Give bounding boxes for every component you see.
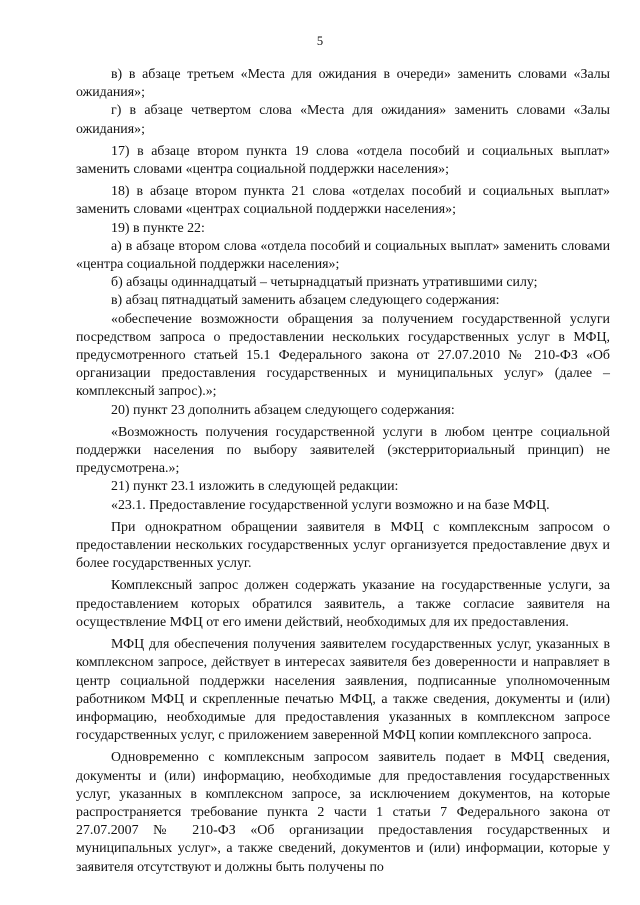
paragraph-quote-extraterritorial: «Возможность получения государственной услуги в любом центре социальной поддержки населения по выбору заявителей (экстерриториальный принцип) не предусмотрена.»; <box>76 424 610 477</box>
document-body <box>76 66 610 877</box>
paragraph-quote-complex-request: «обеспечение возможности обращения за получением государственной услуги посредством запроса о предоставлении нескольких государственных услуг в МФЦ, предусмотренного статьей 15.1 Федерального закона от 27.07.2010 № 210-ФЗ «Об организации предоставления государственных и муниципальных услуг» (далее – комплексный запрос).»; <box>76 311 610 400</box>
paragraph-item-19: 19) в пункте 22: <box>111 220 205 236</box>
paragraph-item-21: 21) пункт 23.1 изложить в следующей редакции: <box>111 479 399 495</box>
paragraph-mfc-acts: МФЦ для обеспечения получения заявителем государственных услуг, указанных в комплексном запросе, действует в интересах заявителя без доверенности и направляет в центр социальной поддержки населения заявления, подписанные уполномоченным работником МФЦ и скрепленные печатью МФЦ, а также сведения, документы и (или) информацию, необходимые для предоставления указанных в комплексном запросе государственных услуг, с приложением заверенной МФЦ копии комплексного запроса. <box>76 637 610 744</box>
paragraph-item-19-a: а) в абзаце втором слова «отдела пособий и социальных выплат» заменить словами «центра социальной поддержки населения»; <box>76 238 610 273</box>
paragraph-complex-request-content: Комплексный запрос должен содержать указание на государственные услуги, за предоставлением которых обратился заявитель, а также согласие заявителя на осуществление МФЦ от его имени действий, необходимых для их предоставления. <box>76 578 610 630</box>
paragraph-simultaneous-submission: Одновременно с комплексным запросом заявитель подает в МФЦ сведения, документы и (или) информацию, необходимые для предоставления государственных услуг, указанных в комплексном запросе, за исключением документов, на которые распространяется требование пункта 2 части 1 статьи 7 Федерального закона от 27.07.2007 № 210-ФЗ «Об организации предоставления государственных и муниципальных услуг», а также сведений, документов и (или) информации, которые у заявителя отсутствуют и должны быть получены по <box>76 750 610 875</box>
paragraph-amend-g: г) в абзаце четвертом слова «Места для ожидания» заменить словами «Залы ожидания»; <box>76 103 610 137</box>
paragraph-item-20: 20) пункт 23 дополнить абзацем следующего содержания: <box>111 402 455 418</box>
paragraph-quote-23-1: «23.1. Предоставление государственной услуги возможно и на базе МФЦ. <box>111 497 550 513</box>
paragraph-single-request: При однократном обращении заявителя в МФЦ с комплексным запросом о предоставлении нескольких государственных услуг организуется предоставление двух и более государственных услуг. <box>76 519 610 572</box>
paragraph-item-17: 17) в абзаце втором пункта 19 слова «отдела пособий и социальных выплат» заменить словами «центра социальной поддержки населения»; <box>76 143 610 178</box>
paragraph-amend-v: в) в абзаце третьем «Места для ожидания в очереди» заменить словами «Залы ожидания»; <box>76 67 610 101</box>
paragraph-item-19-b: б) абзацы одиннадцатый – четырнадцатый признать утратившими силу; <box>111 275 538 291</box>
page-number: 5 <box>316 34 324 48</box>
paragraph-item-19-v: в) абзац пятнадцатый заменить абзацем следующего содержания: <box>111 293 500 309</box>
paragraph-item-18: 18) в абзаце втором пункта 21 слова «отделах пособий и социальных выплат» заменить словами «центрах социальной поддержки населения»; <box>76 184 610 218</box>
